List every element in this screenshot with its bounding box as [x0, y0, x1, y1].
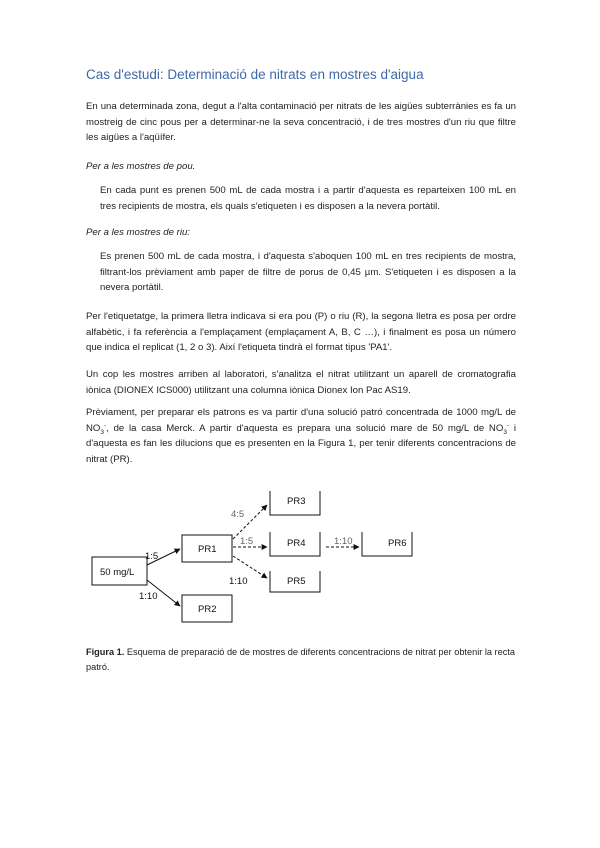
pou-paragraph: En cada punt es prenen 500 mL de cada mostra i a partir d'aquesta es reparteixen 100 mL en tres recipients de mostra, els quals s'etiqueten i es disposen a la nevera portàtil.	[100, 185, 516, 212]
intro-paragraph: En una determinada zona, degut a l'alta contaminació per nitrats de les aigües subterrànies es fa un mostreig de cinc pous per a determinar-ne la seva concentració, i de tres mostres d'un riu que filtre les aigües a l'aqüífer.	[86, 101, 516, 144]
no3-superscript-1: -	[104, 421, 107, 429]
pr6-label: PR6	[388, 538, 407, 549]
no3-superscript-2: -	[506, 421, 510, 429]
pr3-label: PR3	[287, 496, 306, 507]
ratio-stock-pr1: 1:5	[145, 551, 159, 562]
stock-label: 50 mg/L	[100, 567, 135, 578]
ratio-pr4-pr6: 1:10	[334, 536, 353, 547]
previament-part1: Prèviament, per preparar els patrons es va partir d'una solució patró concentrada de 1000 mg/L de NO	[86, 407, 516, 434]
previament-part3: i d'aquesta es fan les dilucions que es presenten en la Figura 1, per tenir diferents concentracions de nitrat (PR).	[86, 422, 516, 465]
laboratori-paragraph: Un cop les mostres arriben al laboratori, s'analitza el nitrat utilitzant un aparell de cromatografia iònica (DIONEX ICS000) utilitzant una columna iònica Dionex Ion Pac AS19.	[86, 369, 516, 396]
riu-heading: Per a les mostres de riu:	[86, 227, 190, 238]
no3-subscript-2: 3	[503, 428, 507, 436]
pr2-label: PR2	[198, 604, 217, 615]
document-title: Cas d'estudi: Determinació de nitrats en mostres d'aigua	[86, 67, 424, 82]
ratio-pr1-pr3: 4:5	[231, 509, 245, 520]
caption-label: Figura 1.	[86, 647, 125, 657]
no3-subscript-1: 3	[100, 428, 105, 436]
previament-paragraph	[86, 405, 516, 467]
ratio-pr1-pr4: 1:5	[240, 536, 254, 547]
pr5-label: PR5	[287, 576, 306, 587]
figure-caption	[86, 645, 516, 675]
pr4-label: PR4	[287, 538, 306, 549]
etiquetatge-paragraph: Per l'etiquetatge, la primera lletra indicava si era pou (P) o riu (R), la segona lletra es posa per ordre alfabètic, i fa referència a l'emplaçament (emplaçament A, B, C …), i finalment es posa un número que indica el replicat (1, 2 o 3). Així l'etiqueta tindrà el format tipus 'PA1'.	[86, 311, 516, 354]
previament-part2: , de la casa Merck. A partir d'aquesta es prepara una solució mare de 50 mg/L de NO	[106, 422, 504, 434]
ratio-stock-pr2: 1:10	[139, 591, 158, 602]
pr1-label: PR1	[198, 544, 217, 555]
arrow-pr1-pr5	[233, 556, 267, 578]
pou-heading: Per a les mostres de pou.	[86, 161, 196, 172]
ratio-pr1-pr5: 1:10	[229, 576, 248, 587]
caption-text: Esquema de preparació de de mostres de diferents concentracions de nitrat per obtenir la recta patró.	[86, 647, 515, 672]
dilution-diagram	[0, 480, 600, 640]
riu-paragraph: Es prenen 500 mL de cada mostra, i d'aquesta s'aboquen 100 mL en tres recipients de mostra, filtrant-los prèviament amb paper de filtre de porus de 0,45 µm. S'etiqueten i es disposen a la nevera portàtil.	[100, 251, 516, 294]
